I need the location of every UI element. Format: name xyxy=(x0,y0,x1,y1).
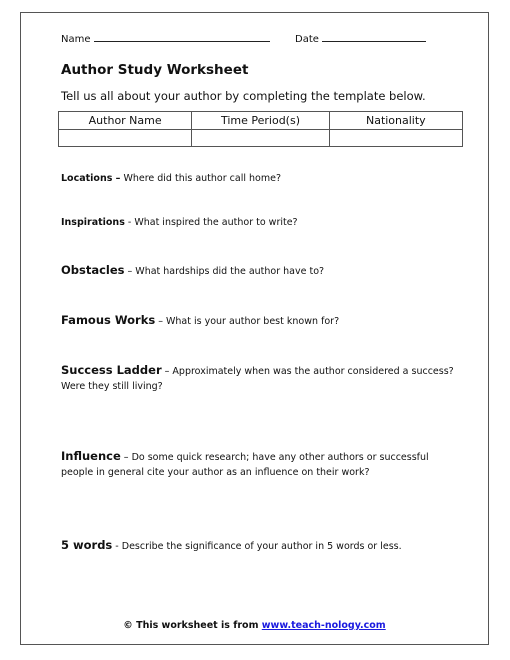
intro-text: Tell us all about your author by completing the template below. xyxy=(61,89,426,103)
section-label: Success Ladder xyxy=(61,363,162,377)
footer-prefix: © This worksheet is from xyxy=(123,620,262,631)
column-header-author-name: Author Name xyxy=(59,112,192,130)
section-label: 5 words xyxy=(61,538,113,552)
section-label: Inspirations xyxy=(61,217,125,228)
table-header-row xyxy=(59,112,463,130)
section-locations xyxy=(61,171,461,186)
section-prompt: – Approximately when was the author considered a success? Were they still living? xyxy=(61,366,454,392)
section-prompt: - What inspired the author to write? xyxy=(124,217,298,228)
section-prompt: - Describe the significance of your author in 5 words or less. xyxy=(112,541,402,552)
nationality-cell[interactable] xyxy=(329,130,462,147)
author-name-cell[interactable] xyxy=(59,130,192,147)
name-field[interactable] xyxy=(61,32,270,45)
section-success-ladder xyxy=(61,363,461,394)
column-header-nationality: Nationality xyxy=(329,112,462,130)
section-prompt: Where did this author call home? xyxy=(120,173,281,184)
section-label: Obstacles xyxy=(61,263,125,277)
date-blank-line xyxy=(322,32,426,42)
column-header-time-period: Time Period(s) xyxy=(192,112,329,130)
section-5-words xyxy=(61,538,461,554)
section-label: Famous Works xyxy=(61,313,156,327)
section-label: Influence xyxy=(61,449,121,463)
section-label: Locations – xyxy=(61,173,121,184)
section-prompt: – What is your author best known for? xyxy=(155,316,340,327)
author-info-table xyxy=(58,111,463,147)
page-title: Author Study Worksheet xyxy=(61,62,249,78)
date-field[interactable] xyxy=(295,32,426,45)
time-period-cell[interactable] xyxy=(192,130,329,147)
section-famous-works xyxy=(61,313,461,329)
section-inspirations xyxy=(61,215,461,230)
footer-credit xyxy=(21,620,488,631)
section-obstacles xyxy=(61,263,461,279)
footer-link[interactable]: www.teach-nology.com xyxy=(261,620,386,631)
section-prompt: – Do some quick research; have any other authors or successful people in general cite your author as an influence on their work? xyxy=(61,452,429,478)
worksheet-page xyxy=(20,12,489,645)
name-blank-line xyxy=(94,32,270,42)
section-influence xyxy=(61,449,461,480)
date-label: Date xyxy=(295,34,319,45)
table-row xyxy=(59,130,463,147)
name-label: Name xyxy=(61,34,91,45)
section-prompt: – What hardships did the author have to? xyxy=(124,266,325,277)
